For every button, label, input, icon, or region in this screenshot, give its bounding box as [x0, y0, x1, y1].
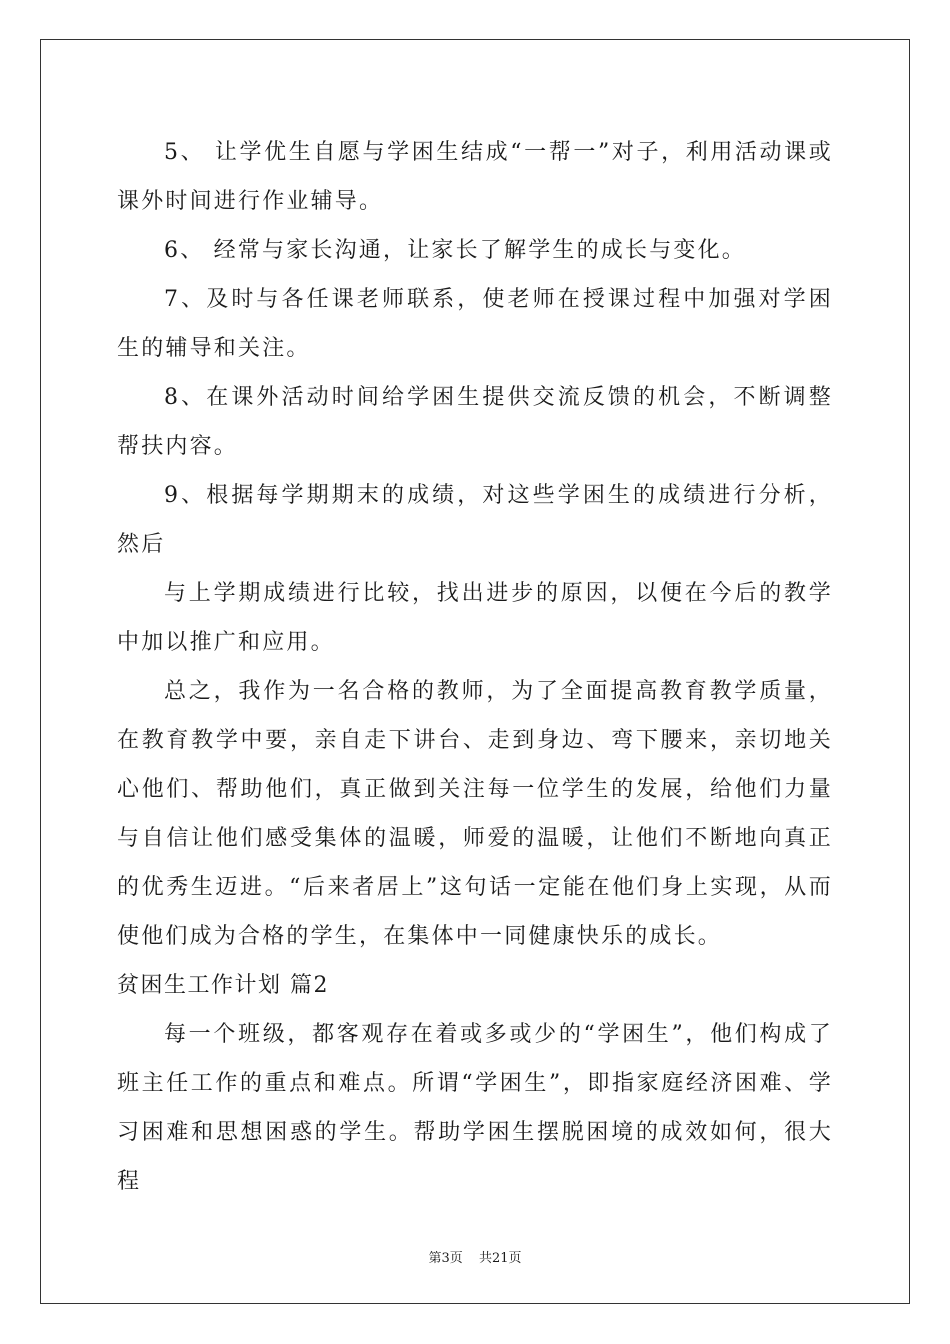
paragraph-item-5: 5、 让学优生自愿与学困生结成“一帮一”对子，利用活动课或课外时间进行作业辅导。	[117, 140, 833, 214]
page-number: 第3页	[428, 1251, 463, 1266]
paragraph-item-8: 8、在课外活动时间给学困生提供交流反馈的机会，不断调整帮扶内容。	[117, 385, 833, 459]
paragraph-item-7: 7、及时与各任课老师联系，使老师在授课过程中加强对学困生的辅导和关注。	[117, 287, 833, 361]
paragraph-intro-section-2: 每一个班级，都客观存在着或多或少的“学困生”，他们构成了班主任工作的重点和难点。所谓“学困生”，即指家庭经济困难、学习困难和思想困惑的学生。帮助学困生摆脱困境的成效如何，很大程	[117, 1022, 833, 1194]
paragraph-comparison: 与上学期成绩进行比较，找出进步的原因，以便在今后的教学中加以推广和应用。	[117, 581, 833, 655]
paragraph-summary: 总之，我作为一名合格的教师，为了全面提高教育教学质量，在教育教学中要，亲自走下讲台、走到身边、弯下腰来，亲切地关心他们、帮助他们，真正做到关注每一位学生的发展，给他们力量与自信让他们感受集体的温暖，师爱的温暖，让他们不断地向真正的优秀生迈进。“后来者居上”这句话一定能在他们身上实现，从而使他们成为合格的学生，在集体中一同健康快乐的成长。	[117, 679, 833, 949]
document-body	[117, 128, 833, 1206]
page-footer	[0, 1247, 950, 1266]
paragraph-item-6: 6、 经常与家长沟通，让家长了解学生的成长与变化。	[164, 238, 746, 263]
paragraph-item-9: 9、根据每学期期末的成绩，对这些学困生的成绩进行分析，然后	[117, 483, 833, 557]
page-total: 共21页	[478, 1251, 522, 1266]
section-heading: 贫困生工作计划 篇2	[117, 973, 329, 998]
